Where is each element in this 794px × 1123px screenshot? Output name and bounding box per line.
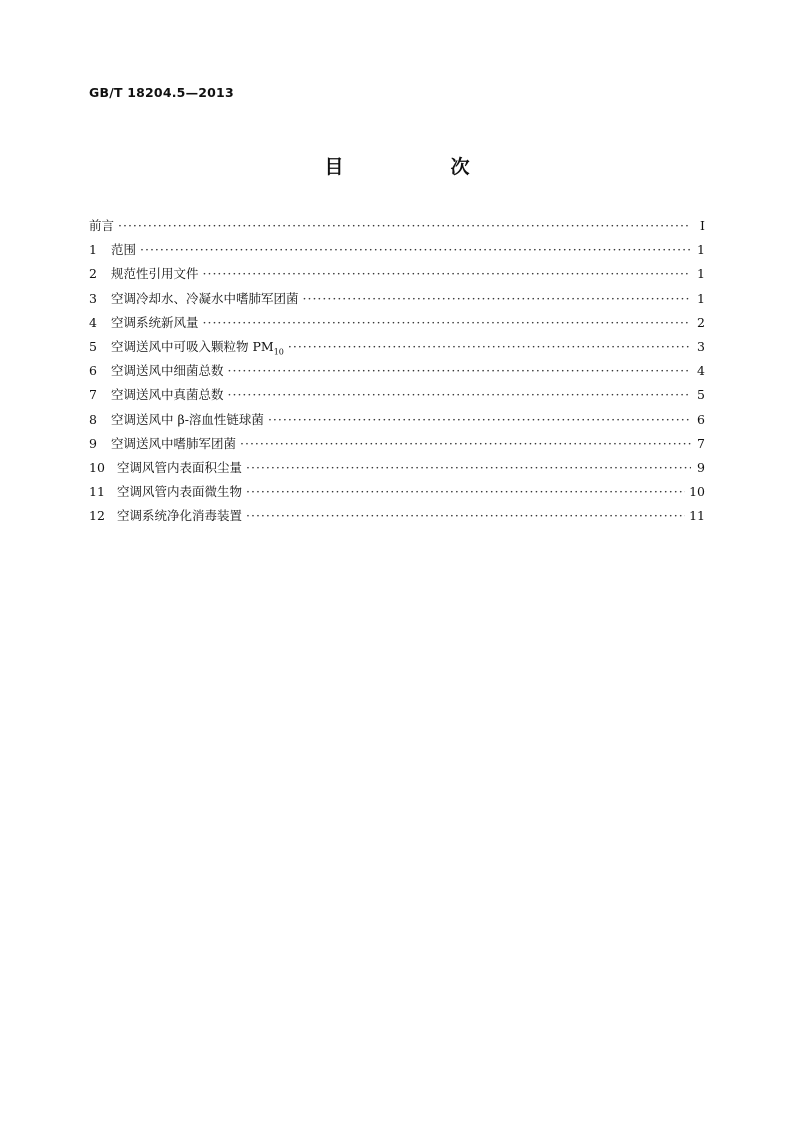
toc-entry-number: 6 <box>89 363 97 379</box>
toc-entry-page: 1 <box>697 290 705 306</box>
toc-entry-number: 10 <box>89 459 105 475</box>
toc-entry-title: 前言 <box>89 218 115 233</box>
toc-entry-number: 3 <box>89 290 97 306</box>
toc-entry-title: 范围 <box>111 242 137 258</box>
toc-entry-page: 1 <box>697 242 705 258</box>
toc-leader-dots <box>246 460 691 475</box>
toc-entry-number: 1 <box>89 242 97 258</box>
toc-leader-dots <box>203 266 691 281</box>
toc-entry-page: 7 <box>697 435 705 451</box>
toc-entry-title: 规范性引用文件 <box>111 266 199 282</box>
toc-entry-1[interactable] <box>89 240 705 264</box>
toc-entry-number: 12 <box>89 508 105 524</box>
toc-entry-page: 9 <box>697 459 705 475</box>
toc-entry-page: 5 <box>697 387 705 403</box>
toc-entry-number: 9 <box>89 435 97 451</box>
toc-leader-dots <box>240 436 691 451</box>
toc-leader-dots <box>203 315 691 330</box>
toc-entry-title: 空调风管内表面积尘量 <box>117 459 243 475</box>
toc-entry-6[interactable] <box>89 361 705 385</box>
toc-entry-foreword[interactable] <box>89 216 705 240</box>
toc-entry-title: 空调送风中 β-溶血性链球菌 <box>111 411 264 427</box>
toc-entry-title-subscript: 10 <box>273 347 284 357</box>
toc-entry-number: 8 <box>89 411 97 427</box>
toc-entry-number: 2 <box>89 266 97 282</box>
toc-entry-10[interactable] <box>89 458 705 482</box>
toc-entry-page: 2 <box>697 314 705 330</box>
toc-leader-dots <box>268 412 691 427</box>
toc-entry-11[interactable] <box>89 482 705 506</box>
toc-entry-title: 空调风管内表面微生物 <box>117 484 243 500</box>
toc-entry-number: 5 <box>89 338 97 354</box>
toc-entry-title: 空调系统净化消毒装置 <box>117 508 243 524</box>
standard-code: GB/T 18204.5—2013 <box>89 85 234 100</box>
toc-entry-title: 空调送风中可吸入颗粒物 PM <box>111 338 274 354</box>
toc-entry-title: 空调系统新风量 <box>111 314 199 330</box>
toc-leader-dots <box>228 363 691 378</box>
toc-leader-dots <box>303 291 691 306</box>
toc-entry-page: 4 <box>697 363 705 379</box>
toc-entry-page: Ⅰ <box>700 218 705 233</box>
toc-entry-8[interactable] <box>89 410 705 434</box>
toc-leader-dots <box>246 508 685 523</box>
page-title: 目 次 <box>324 156 514 178</box>
toc-leader-dots <box>228 387 691 402</box>
toc-leader-dots <box>288 339 691 354</box>
table-of-contents <box>89 216 705 530</box>
toc-entry-title-wrap <box>111 337 284 357</box>
toc-entry-title: 空调送风中嗜肺军团菌 <box>111 435 237 451</box>
toc-entry-12[interactable] <box>89 506 705 530</box>
toc-entry-number: 11 <box>89 484 105 500</box>
toc-entry-number: 7 <box>89 387 97 403</box>
toc-entry-page: 6 <box>697 411 705 427</box>
toc-leader-dots <box>140 242 691 257</box>
toc-entry-3[interactable] <box>89 289 705 313</box>
toc-leader-dots <box>246 484 685 499</box>
toc-entry-title: 空调送风中真菌总数 <box>111 387 224 403</box>
toc-entry-page: 3 <box>697 338 705 354</box>
toc-entry-title: 空调冷却水、冷凝水中嗜肺军团菌 <box>111 290 299 306</box>
toc-entry-number: 4 <box>89 314 97 330</box>
toc-entry-9[interactable] <box>89 434 705 458</box>
toc-entry-2[interactable] <box>89 264 705 288</box>
toc-entry-page: 10 <box>689 484 705 500</box>
toc-entry-5[interactable] <box>89 337 705 361</box>
toc-entry-title: 空调送风中细菌总数 <box>111 363 224 379</box>
toc-entry-7[interactable] <box>89 385 705 409</box>
toc-entry-page: 1 <box>697 266 705 282</box>
toc-entry-4[interactable] <box>89 313 705 337</box>
toc-leader-dots <box>118 218 691 233</box>
toc-entry-page: 11 <box>689 508 705 524</box>
